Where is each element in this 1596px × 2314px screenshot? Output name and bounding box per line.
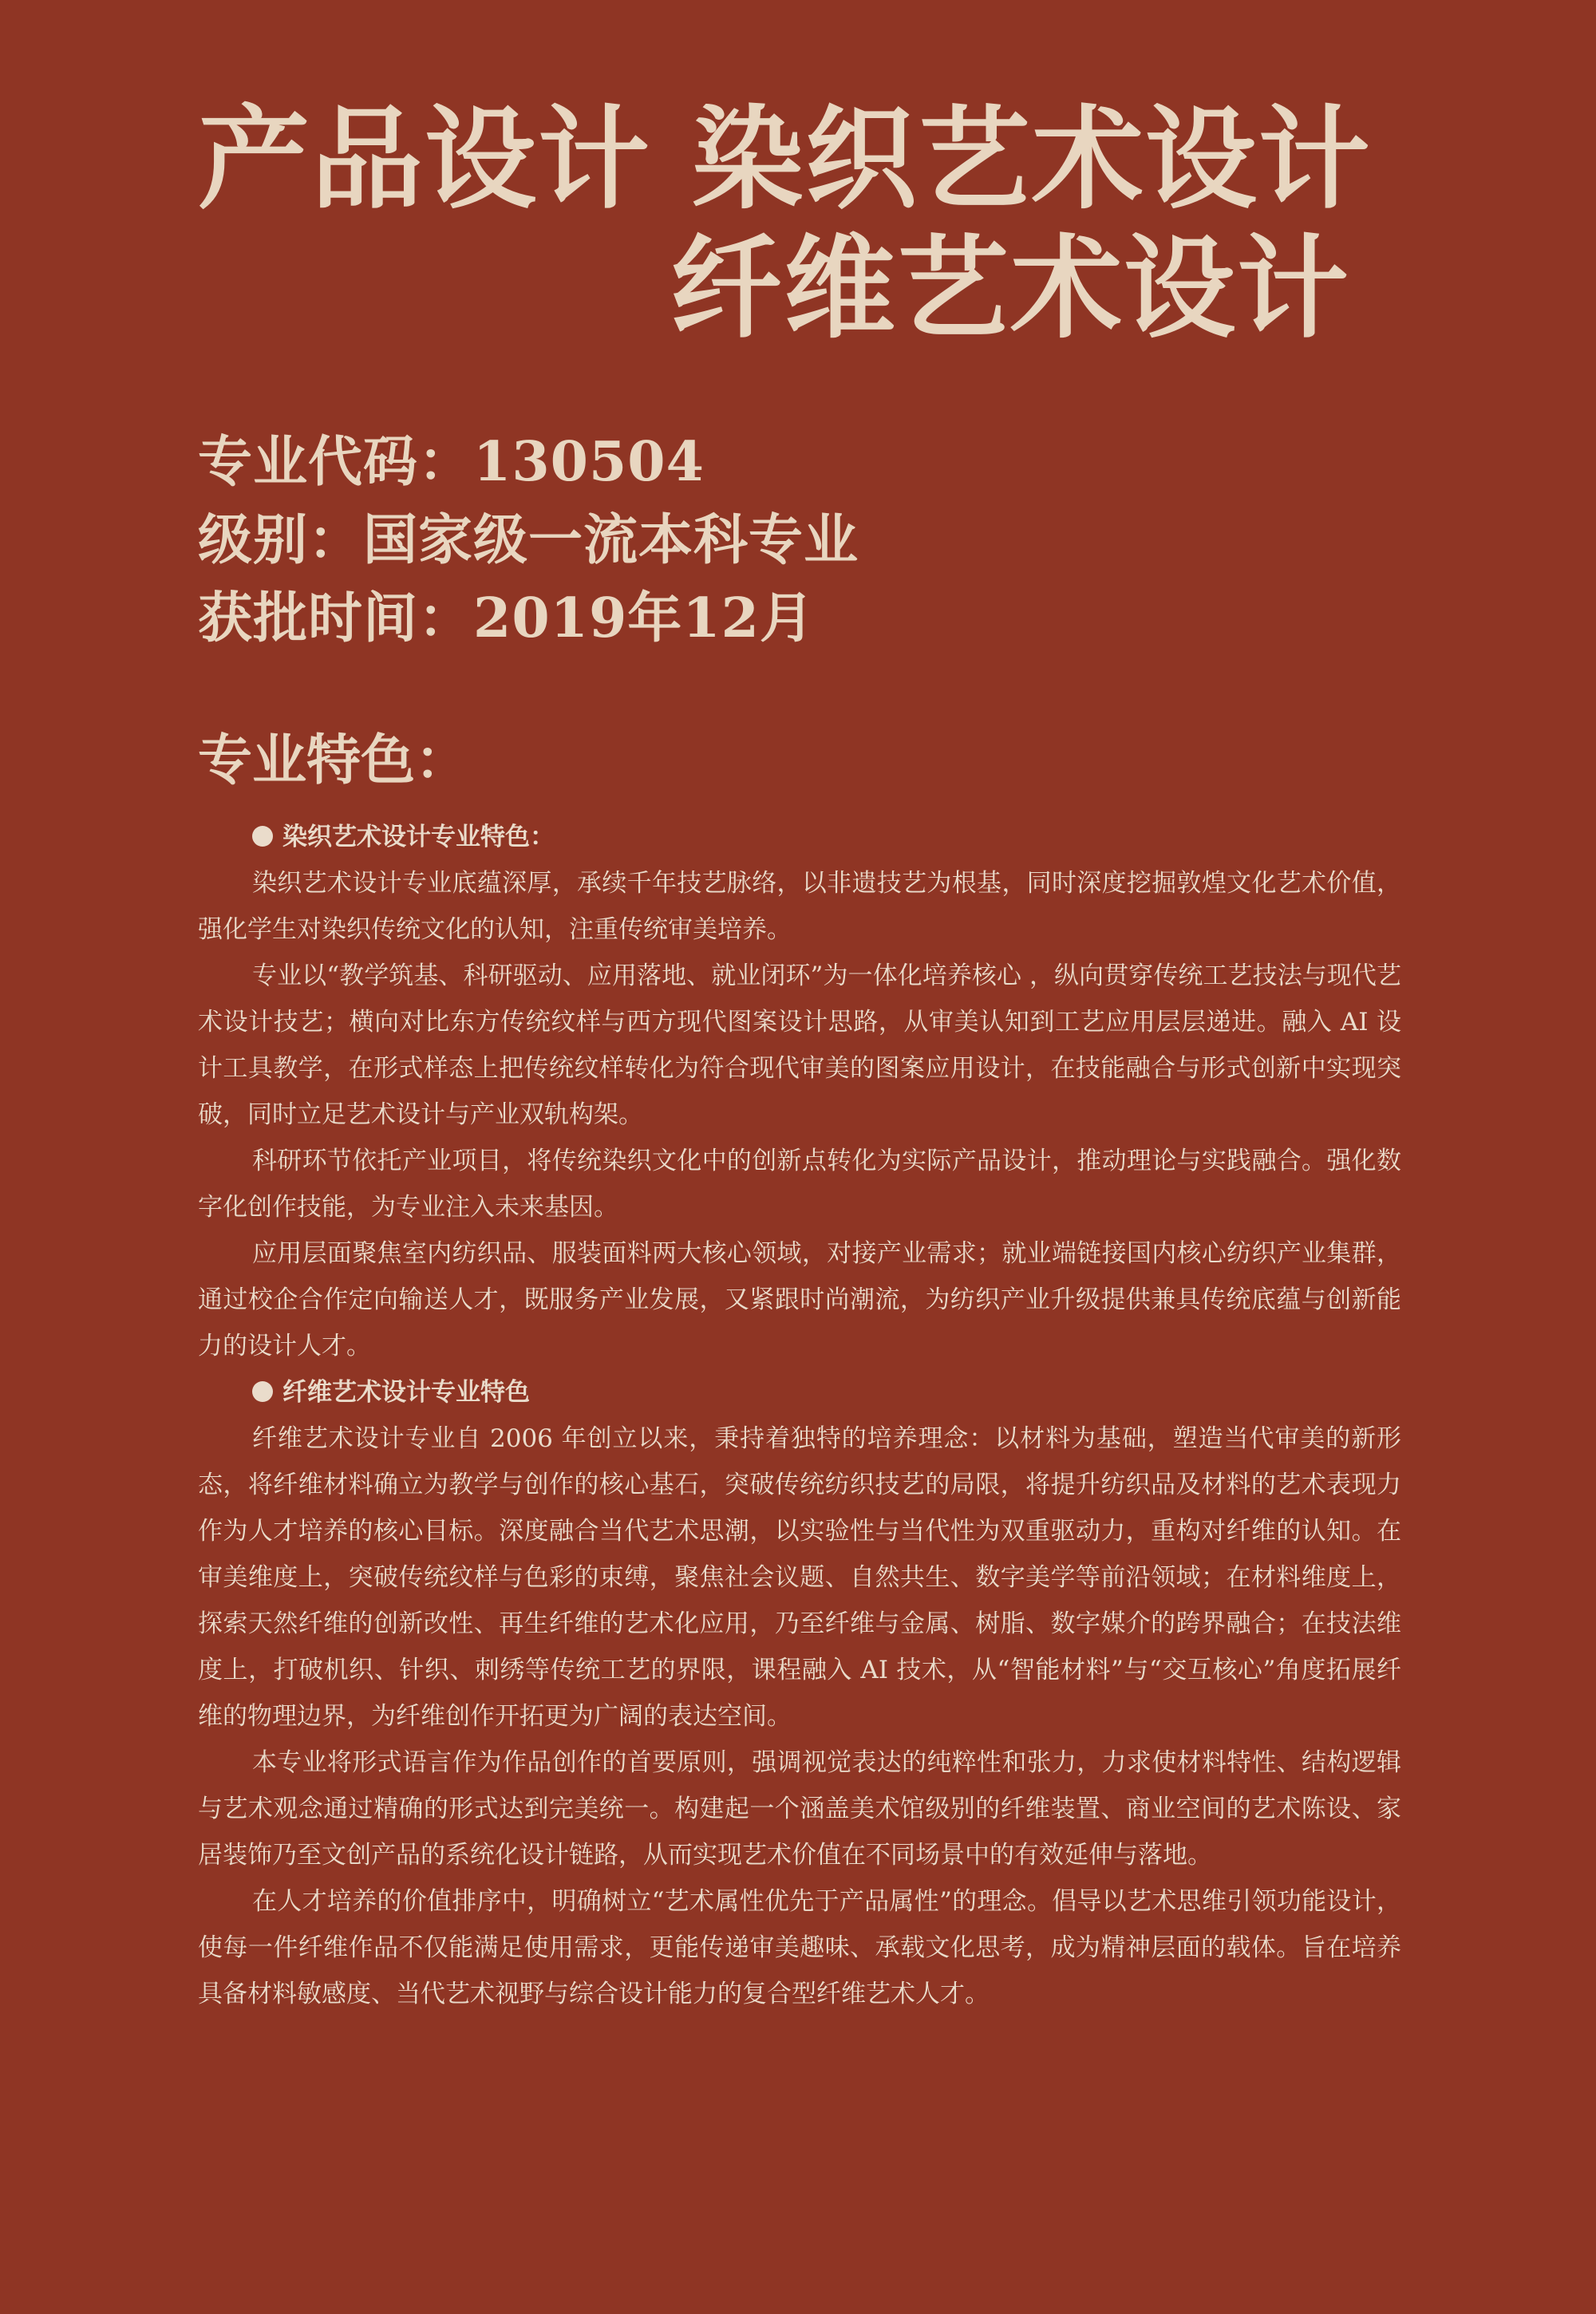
major-info — [198, 423, 1395, 657]
textile-paragraph-4: 应用层面聚焦室内纺织品、服装面料两大核心领域，对接产业需求；就业端链接国内核心纺织产业集群，通过校企合作定向输送人才，既服务产业发展，又紧跟时尚潮流，为纺织产业升级提供兼具传统底蕴与创新能力的设计人才。 — [198, 1239, 1401, 1360]
fiber-paragraph-1: 纤维艺术设计专业自 2006 年创立以来，秉持着独特的培养理念：以材料为基础，塑造当代审美的新形态，将纤维材料确立为教学与创作的核心基石，突破传统纺织技艺的局限，将提升纺织品及材料的艺术表现力作为人才培养的核心目标。深度融合当代艺术思潮，以实验性与当代性为双重驱动力，重构对纤维的认知。在审美维度上，突破传统纹样与色彩的束缚，聚焦社会议题、自然共生、数字美学等前沿领域；在材料维度上，探索天然纤维的创新改性、再生纤维的艺术化应用，乃至纤维与金属、树脂、数字媒介的跨界融合；在技法维度上，打破机织、针织、刺绣等传统工艺的界限，课程融入 AI 技术，从“智能材料”与“交互核心”角度拓展纤维的物理边界，为纤维创作开拓更为广阔的表达空间。 — [198, 1424, 1401, 1731]
title-line-1: 产品设计 染织艺术设计 — [198, 94, 1372, 225]
title-line-2: 纤维艺术设计 — [670, 223, 1351, 354]
bullet-icon — [252, 826, 273, 847]
major-level: 级别：国家级一流本科专业 — [198, 508, 859, 572]
textile-paragraph-3: 科研环节依托产业项目，将传统染织文化中的创新点转化为实际产品设计，推动理论与实践融合。强化数字化创作技能，为专业注入未来基因。 — [198, 1147, 1401, 1222]
bullet-icon — [252, 1381, 273, 1402]
fiber-heading — [198, 1369, 1401, 1416]
fiber-paragraph-3: 在人才培养的价值排序中，明确树立“艺术属性优先于产品属性”的理念。倡导以艺术思维引领功能设计，使每一件纤维作品不仅能满足使用需求，更能传递审美趣味、承载文化思考，成为精神层面的载体。旨在培养具备材料敏感度、当代艺术视野与综合设计能力的复合型纤维艺术人才。 — [198, 1887, 1401, 2008]
features-heading: 专业特色： — [198, 729, 470, 792]
fiber-heading-text: 纤维艺术设计专业特色 — [282, 1378, 530, 1407]
textile-heading-text: 染织艺术设计专业特色： — [282, 823, 555, 851]
major-code: 专业代码：130504 — [198, 430, 705, 494]
textile-paragraph-1: 染织艺术设计专业底蕴深厚，承续千年技艺脉络，以非遗技艺为根基，同时深度挖掘敦煌文化艺术价值，强化学生对染织传统文化的认知，注重传统审美培养。 — [198, 869, 1401, 944]
features-body — [198, 814, 1401, 2017]
textile-paragraph-2: 专业以“教学筑基、科研驱动、应用落地、就业闭环”为一体化培养核心 ，纵向贯穿传统工艺技法与现代艺术设计技艺；横向对比东方传统纹样与西方现代图案设计思路，从审美认知到工艺应用层层递进。融入 AI 设计工具教学，在形式样态上把传统纹样转化为符合现代审美的图案应用设计，在技能融合与形式创新中实现突破，同时立足艺术设计与产业双轨构架。 — [198, 962, 1401, 1129]
fiber-paragraph-2: 本专业将形式语言作为作品创作的首要原则，强调视觉表达的纯粹性和张力，力求使材料特性、结构逻辑与艺术观念通过精确的形式达到完美统一。构建起一个涵盖美术馆级别的纤维装置、商业空间的艺术陈设、家居装饰乃至文创产品的系统化设计链路，从而实现艺术价值在不同场景中的有效延伸与落地。 — [198, 1748, 1401, 1870]
title-block — [198, 96, 1395, 353]
textile-heading — [198, 814, 1401, 860]
approval-date: 获批时间：2019年12月 — [198, 586, 815, 650]
